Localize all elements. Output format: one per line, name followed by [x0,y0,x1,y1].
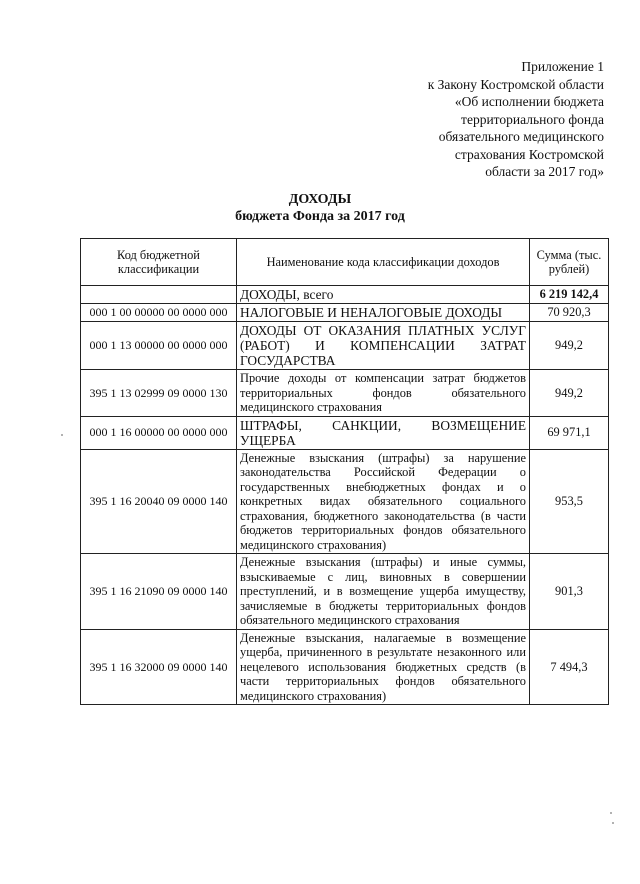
table-row-total [81,286,609,304]
appendix-line: территориального фонда [461,111,604,127]
row-code [81,286,237,304]
row-name: Денежные взыскания, налагаемые в возмещение ущерба, причиненного в результате незаконного или нецелевого использования бюджетных средств (в части территориальных фондов обязательного медицинского страхования) [237,629,530,705]
income-table [80,238,609,705]
appendix-line: обязательного медицинского [438,129,604,144]
row-sum: 949,2 [530,370,609,417]
table-header-row [81,239,609,286]
row-sum: 7 494,3 [530,629,609,705]
row-code: 395 1 16 21090 09 0000 140 [81,554,237,630]
title-main: ДОХОДЫ [288,192,352,207]
row-sum: 70 920,3 [530,304,609,322]
table-row [81,449,609,554]
appendix-line: страхования Костромской [454,146,604,162]
row-code: 395 1 13 02999 09 0000 130 [81,370,237,417]
row-code: 000 1 16 00000 00 0000 000 [81,416,237,449]
row-sum: 953,5 [530,449,609,554]
row-name: Денежные взыскания (штрафы) и иные суммы, взыскиваемые с лиц, виновных в совершении преступлений, и в возмещение ущерба имуществу, зачисляемые в бюджеты территориальных фондов обязательного медицинского страхования [237,554,530,630]
scan-speck [61,434,63,436]
document-title [0,191,640,225]
table-row [81,370,609,417]
table-row [81,629,609,705]
row-code: 000 1 00 00000 00 0000 000 [81,304,237,322]
table-row [81,304,609,322]
header-sum: Сумма (тыс. рублей) [530,239,609,286]
appendix-line: «Об исполнении бюджета [454,94,604,109]
row-sum: 6 219 142,4 [530,286,609,304]
row-name: ШТРАФЫ, САНКЦИИ, ВОЗМЕЩЕНИЕ УЩЕРБА [237,416,530,449]
row-sum: 69 971,1 [530,416,609,449]
appendix-note [374,58,604,181]
row-name: НАЛОГОВЫЕ И НЕНАЛОГОВЫЕ ДОХОДЫ [237,304,530,322]
table-row [81,322,609,370]
appendix-line: к Закону Костромской области [427,76,604,92]
row-name: Денежные взыскания (штрафы) за нарушение законодательства Российской Федерации о государственных внебюджетных фондах и о конкретных видах обязательного социального страхования, бюджетного законодательства (в части бюджетов территориальных фондов обязательного медицинского страхования) [237,449,530,554]
row-code: 395 1 16 20040 09 0000 140 [81,449,237,554]
table-row [81,416,609,449]
scan-speck [610,812,612,814]
header-code: Код бюджетной классификации [81,239,237,286]
appendix-line: области за 2017 год» [485,164,604,179]
scan-speck [612,822,614,824]
appendix-line: Приложение 1 [521,59,604,74]
row-name: ДОХОДЫ ОТ ОКАЗАНИЯ ПЛАТНЫХ УСЛУГ (РАБОТ) И КОМПЕНСАЦИИ ЗАТРАТ ГОСУДАРСТВА [237,322,530,370]
row-name: Прочие доходы от компенсации затрат бюджетов территориальных фондов обязательного медицинского страхования [237,370,530,417]
row-code: 000 1 13 00000 00 0000 000 [81,322,237,370]
row-sum: 901,3 [530,554,609,630]
row-sum: 949,2 [530,322,609,370]
header-name: Наименование кода классификации доходов [237,239,530,286]
title-sub: бюджета Фонда за 2017 год [235,209,405,224]
table-row [81,554,609,630]
row-name: ДОХОДЫ, всего [237,286,530,304]
row-code: 395 1 16 32000 09 0000 140 [81,629,237,705]
